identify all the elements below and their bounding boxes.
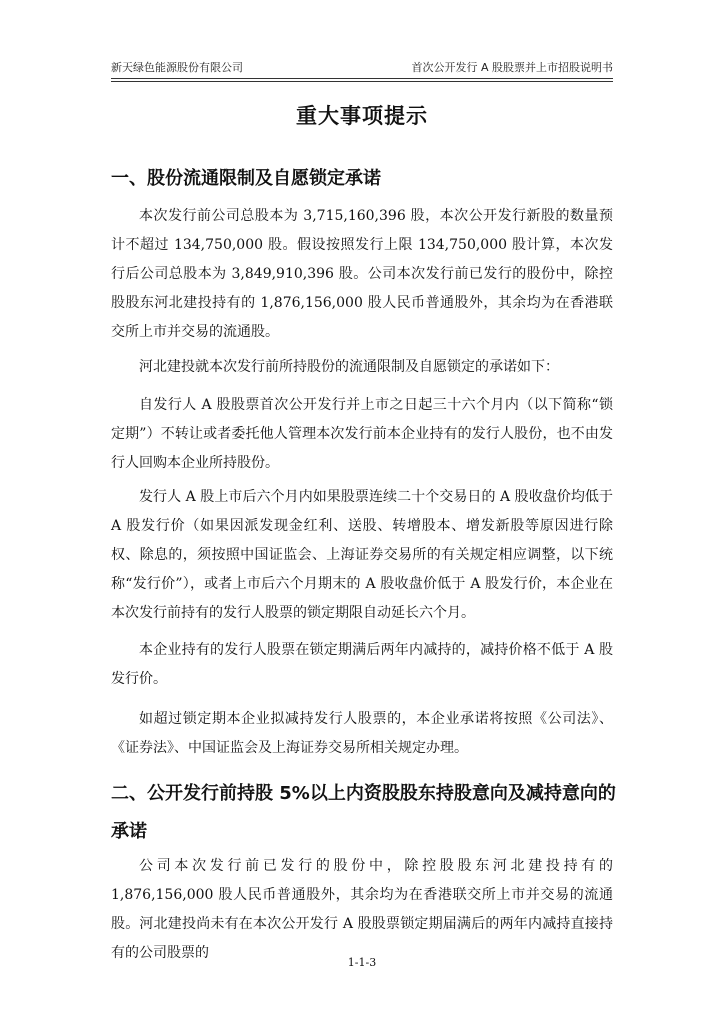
header-divider <box>111 81 613 82</box>
header-document-title: 首次公开发行 A 股股票并上市招股说明书 <box>411 61 613 74</box>
section-1-paragraph-4: 发行人 A 股上市后六个月内如果股票连续二十个交易日的 A 股收盘价均低于 A 股发行价（如果因派发现金红利、送股、转增股本、增发新股等原因进行除权、除息的，须按照中国证监会、上海证券交易所的有关规定相应调整，以下统称“发行价”），或者上市后六个月期末的 A 股收盘价低于 A 股发行价，本企业在本次发行前持有的发行人股票的锁定期限自动延长六个月。 <box>111 489 613 621</box>
section-2-heading: 二、公开发行前持股 5%以上内资股股东持股意向及减持意向的承诺 <box>111 783 616 842</box>
section-1-paragraph-1: 本次发行前公司总股本为 3,715,160,396 股，本次公开发行新股的数量预计不超过 134,750,000 股。假设按照发行上限 134,750,000 股计算，本次发行后公司总股本为 3,849,910,396 股。公司本次发行前已发行的股份中，除控股股东河北建投持有的 1,876,156,000 股人民币普通股外，其余均为在香港联交所上市并交易的流通股。 <box>111 208 613 340</box>
page-number: 1-1-3 <box>347 956 377 969</box>
header-company: 新天绿色能源股份有限公司 <box>111 61 243 74</box>
section-1-paragraph-6: 如超过锁定期本企业拟减持发行人股票的，本企业承诺将按照《公司法》、《证券法》、中国证监会及上海证券交易所相关规定办理。 <box>111 711 613 756</box>
page-title: 重大事项提示 <box>296 104 428 128</box>
section-1-heading: 一、股份流通限制及自愿锁定承诺 <box>111 168 381 189</box>
section-1-paragraph-2: 河北建投就本次发行前所持股份的流通限制及自愿锁定的承诺如下： <box>139 359 559 375</box>
section-1-paragraph-5: 本企业持有的发行人股票在锁定期满后两年内减持的，减持价格不低于 A 股发行价。 <box>111 642 613 687</box>
page-header <box>111 58 613 79</box>
section-1-paragraph-3: 自发行人 A 股股票首次公开发行并上市之日起三十六个月内（以下简称“锁定期”）不转让或者委托他人管理本次发行前本企业持有的发行人股份，也不由发行人回购本企业所持股份。 <box>111 397 613 471</box>
section-2-paragraph-1: 公司本次发行前已发行的股份中，除控股股东河北建投持有的 1,876,156,000 股人民币普通股外，其余均为在香港联交所上市并交易的流通股。河北建投尚未有在本次公开发行 A 股股票锁定期届满后的两年内减持直接持有的公司股票的 <box>111 858 613 961</box>
